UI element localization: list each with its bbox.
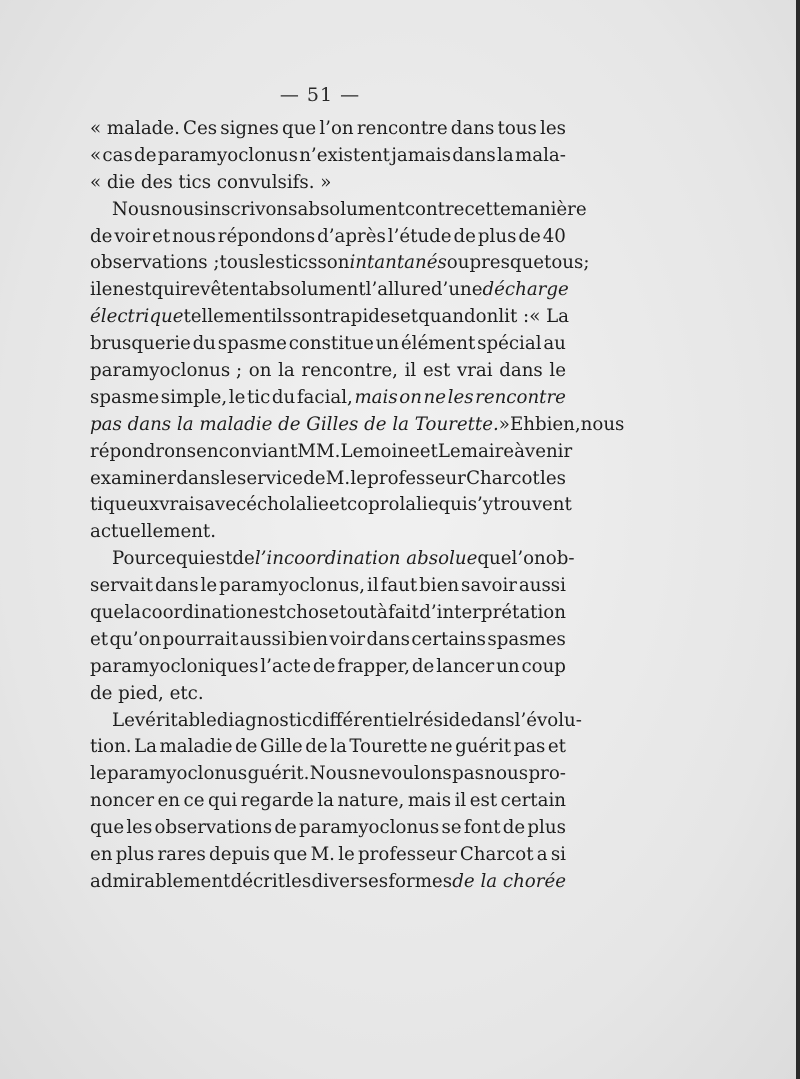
word: du: [192, 333, 216, 355]
word: qui: [438, 494, 468, 516]
word: il: [90, 279, 102, 301]
word: voir: [329, 628, 366, 650]
word: faut: [380, 575, 418, 597]
word: plus: [527, 817, 566, 839]
word: La: [134, 736, 158, 758]
word: de: [305, 736, 328, 758]
word: l’étude: [387, 225, 452, 247]
text-line: [90, 708, 582, 735]
word: la: [497, 144, 514, 166]
word: professeur: [367, 467, 466, 489]
word: cette: [464, 198, 511, 220]
word: MM.: [297, 440, 341, 462]
word: presque: [469, 252, 545, 274]
word: bien: [419, 575, 460, 597]
word: paramyocloniques: [90, 655, 259, 677]
text-line: [90, 815, 566, 842]
text-line: [90, 197, 587, 224]
word: dans: [176, 467, 220, 489]
word: nature,: [337, 790, 405, 812]
text-line: [90, 143, 566, 170]
word: l’acte: [260, 655, 312, 677]
word: »: [498, 413, 510, 435]
word: facial,: [296, 386, 353, 408]
word: 40: [542, 225, 566, 247]
word: d’interprétation: [419, 602, 566, 624]
page-edge-shadow: [796, 0, 800, 1079]
word: vrai: [456, 360, 493, 382]
word: formes: [388, 870, 453, 892]
text-line: [90, 869, 566, 896]
word: font: [463, 817, 501, 839]
word: et: [90, 628, 109, 650]
word: M.: [325, 467, 351, 489]
text-line: [90, 385, 566, 412]
word: d’après: [317, 225, 386, 247]
word: nous: [159, 198, 204, 220]
word: nous: [484, 763, 529, 785]
word: servait: [90, 575, 154, 597]
word: «: [90, 144, 102, 166]
word: conviant: [218, 440, 298, 462]
word: a: [536, 844, 548, 866]
word: spasmes: [487, 628, 566, 650]
word: Charcot: [459, 844, 534, 866]
word: rares: [157, 844, 206, 866]
word: voulons: [380, 763, 452, 785]
word: ne: [423, 386, 447, 408]
word: l’incoordination absolue: [254, 548, 478, 570]
word: paramyoclonus: [157, 144, 298, 166]
word: examiner: [90, 467, 177, 489]
word: ne: [430, 736, 453, 758]
word: n’existent: [299, 144, 390, 166]
word: certains: [411, 628, 487, 650]
word: intantanés: [349, 252, 447, 274]
word: rencontre: [356, 118, 448, 139]
word: au: [543, 333, 566, 355]
word: tous: [219, 252, 259, 274]
word: depuis: [209, 844, 270, 866]
word: pas dans la maladie de Gilles de la Tourette.: [90, 413, 499, 435]
word: est: [205, 548, 233, 570]
word: signes: [220, 118, 279, 139]
word: réside: [414, 709, 472, 731]
word: Ces: [183, 118, 218, 139]
word: de: [453, 225, 476, 247]
word: il: [454, 790, 467, 812]
word: pas: [513, 736, 546, 758]
word: pourrait: [162, 628, 239, 650]
word: est: [469, 790, 498, 812]
word: voir: [114, 225, 151, 247]
word: lit :: [498, 306, 530, 328]
word: « die des tics convulsifs. »: [90, 171, 332, 193]
word: professeur: [358, 844, 457, 866]
word: un: [496, 655, 520, 677]
word: qui: [151, 279, 181, 301]
word: plus: [115, 844, 155, 866]
word: Lemoine: [340, 440, 420, 462]
text-line: [90, 788, 566, 815]
word: frapper,: [337, 655, 411, 677]
word: tous;: [544, 252, 590, 274]
text-line: [90, 250, 590, 277]
word: tout: [339, 602, 377, 624]
text-line: [90, 519, 566, 546]
word: de: [518, 225, 541, 247]
word: de: [411, 655, 435, 677]
text-line: [90, 412, 625, 439]
word: se: [441, 817, 462, 839]
word: dans: [366, 628, 410, 650]
word: coup: [521, 655, 566, 677]
text-line: [90, 439, 573, 466]
text-line: [90, 331, 566, 358]
word: à: [377, 602, 388, 624]
word: du: [271, 386, 296, 408]
word: l’on: [511, 548, 546, 570]
word: l’évolu-: [514, 709, 582, 731]
word: et: [419, 440, 438, 462]
word: plus: [477, 225, 517, 247]
word: savoir: [461, 575, 517, 597]
text-line: [90, 170, 566, 197]
word: dans: [471, 709, 515, 731]
word: rencontre,: [301, 360, 398, 382]
word: d’une: [430, 279, 483, 301]
word: la: [124, 602, 142, 624]
word: diverses: [311, 870, 389, 892]
word: les: [540, 467, 566, 489]
word: bien: [288, 628, 328, 650]
word: électrique: [90, 306, 184, 328]
word: tics: [284, 252, 318, 274]
word: mais: [354, 386, 398, 408]
word: « La: [529, 306, 570, 328]
word: répondons: [217, 225, 316, 247]
text-line: [90, 116, 566, 143]
word: ne: [358, 763, 381, 785]
word: observations: [154, 817, 273, 839]
word: jamais: [391, 144, 451, 166]
word: le: [200, 575, 218, 597]
word: Gille: [259, 736, 303, 758]
word: cas: [102, 144, 133, 166]
word: tous: [497, 118, 537, 139]
word: on: [399, 386, 422, 408]
word: les: [540, 118, 566, 139]
word: il: [404, 360, 417, 382]
word: aussi: [239, 628, 287, 650]
word: fait: [388, 602, 419, 624]
word: la: [278, 360, 295, 382]
word: ils: [270, 306, 292, 328]
word: Eh: [509, 413, 535, 435]
body-text: [90, 116, 625, 896]
word: on: [248, 360, 272, 382]
word: aussi: [518, 575, 566, 597]
word: si: [550, 844, 566, 866]
word: nous: [580, 413, 625, 435]
text-line: [90, 573, 566, 600]
word: dans: [452, 144, 496, 166]
text-line: [90, 304, 570, 331]
word: actuellement.: [90, 521, 217, 543]
text-line: [90, 277, 569, 304]
word: qui: [208, 790, 238, 812]
word: venir: [524, 440, 573, 462]
word: certain: [500, 790, 566, 812]
word: simple,: [160, 386, 228, 408]
text-line: [90, 627, 566, 654]
word: que: [477, 548, 512, 570]
page-number: — 51 —: [279, 84, 361, 106]
word: le: [228, 386, 246, 408]
word: est: [258, 602, 286, 624]
word: les: [285, 870, 312, 892]
word: M.: [310, 844, 335, 866]
word: il: [367, 575, 379, 597]
text-line: [90, 600, 566, 627]
word: le: [90, 763, 107, 785]
word: de: [312, 655, 336, 677]
word: lancer: [436, 655, 495, 677]
word: à: [514, 440, 525, 462]
word: de: [274, 817, 297, 839]
text-line: [90, 734, 566, 761]
word: qui: [175, 548, 205, 570]
word: le: [549, 360, 566, 382]
word: de: [232, 548, 255, 570]
word: tellement: [183, 306, 271, 328]
word: de la chorée: [452, 870, 566, 892]
word: les: [126, 817, 153, 839]
word: en: [196, 440, 219, 462]
word: Le: [112, 709, 135, 731]
word: observations ;: [90, 252, 220, 274]
word: et: [152, 225, 171, 247]
word: inscrivons: [203, 198, 298, 220]
word: décrit: [230, 870, 286, 892]
word: pas: [452, 763, 484, 785]
word: est: [422, 360, 451, 382]
word: admirablement: [90, 870, 231, 892]
word: spasme: [217, 333, 287, 355]
word: coordination: [141, 602, 259, 624]
word: de: [502, 817, 526, 839]
word: revêtent: [180, 279, 259, 301]
text-line: [90, 358, 566, 385]
word: en: [90, 844, 113, 866]
word: noncer: [90, 790, 155, 812]
word: véritable: [134, 709, 217, 731]
word: paramyoclonus: [107, 763, 248, 785]
word: différentiel: [312, 709, 415, 731]
word: guérit: [455, 736, 512, 758]
word: l’allure: [365, 279, 431, 301]
word: mala-: [514, 144, 566, 166]
word: et: [547, 736, 566, 758]
word: en: [157, 790, 181, 812]
word: service: [237, 467, 303, 489]
word: chose: [286, 602, 340, 624]
word: regarde: [240, 790, 314, 812]
word: sont: [291, 306, 332, 328]
word: trouvent: [493, 494, 572, 516]
word: ob-: [545, 548, 575, 570]
text-line: [90, 466, 566, 493]
word: un: [375, 333, 400, 355]
word: qu’on: [109, 628, 162, 650]
word: paramyoclonus ;: [90, 360, 243, 382]
word: tion.: [90, 736, 132, 758]
word: guérit.: [247, 763, 310, 785]
word: on: [475, 306, 499, 328]
word: Pour: [112, 548, 155, 570]
word: brusquerie: [90, 333, 191, 355]
word: avec: [204, 494, 247, 516]
word: la: [317, 790, 334, 812]
word: quand: [418, 306, 476, 328]
word: contre: [404, 198, 465, 220]
word: répondrons: [90, 440, 197, 462]
word: dans: [155, 575, 199, 597]
word: écholalie: [246, 494, 329, 516]
word: de: [235, 736, 258, 758]
text-line: [90, 761, 566, 788]
word: l’on: [319, 118, 354, 139]
word: ce: [154, 548, 176, 570]
word: est: [124, 279, 152, 301]
word: Nous: [112, 198, 160, 220]
word: rapides: [331, 306, 401, 328]
word: rencontre: [475, 386, 566, 408]
word: la: [330, 736, 347, 758]
word: vrais: [159, 494, 205, 516]
word: et: [400, 306, 419, 328]
word: décharge: [482, 279, 569, 301]
word: que: [282, 118, 317, 139]
word: en: [101, 279, 125, 301]
word: de: [90, 225, 113, 247]
word: tiqueux: [90, 494, 160, 516]
word: spasme: [90, 386, 160, 408]
word: spécial: [477, 333, 542, 355]
word: tic: [246, 386, 271, 408]
word: de pied, etc.: [90, 682, 204, 704]
word: le: [350, 467, 367, 489]
word: bien,: [534, 413, 581, 435]
word: manière: [510, 198, 587, 220]
word: dans: [499, 360, 543, 382]
word: de: [303, 467, 326, 489]
word: pro-: [528, 763, 566, 785]
word: maladie: [159, 736, 233, 758]
word: paramyoclonus: [299, 817, 440, 839]
text-line: [90, 224, 566, 251]
word: constitue: [288, 333, 374, 355]
word: et: [328, 494, 348, 516]
word: élément: [400, 333, 476, 355]
word: le: [338, 844, 355, 866]
word: le: [220, 467, 237, 489]
word: Lemaire: [437, 440, 515, 462]
word: ou: [446, 252, 470, 274]
text-line: [90, 546, 575, 573]
word: absolument: [258, 279, 366, 301]
text-line: [90, 681, 566, 708]
word: son: [317, 252, 350, 274]
text-line: [90, 842, 566, 869]
word: absolument: [297, 198, 405, 220]
word: Nous: [309, 763, 358, 785]
word: les: [447, 386, 474, 408]
word: s’y: [467, 494, 494, 516]
word: de: [134, 144, 157, 166]
word: dans: [450, 118, 495, 139]
text-line: [90, 654, 566, 681]
word: que: [90, 602, 125, 624]
word: ce: [183, 790, 205, 812]
text-line: [90, 492, 572, 519]
word: Tourette: [349, 736, 428, 758]
word: « malade.: [90, 118, 180, 139]
word: que: [273, 844, 308, 866]
word: paramyoclonus,: [219, 575, 366, 597]
word: coprolalie: [347, 494, 439, 516]
word: Charcot: [466, 467, 540, 489]
word: les: [258, 252, 285, 274]
word: nous: [172, 225, 216, 247]
word: mais: [407, 790, 452, 812]
word: que: [90, 817, 125, 839]
word: diagnostic: [216, 709, 313, 731]
